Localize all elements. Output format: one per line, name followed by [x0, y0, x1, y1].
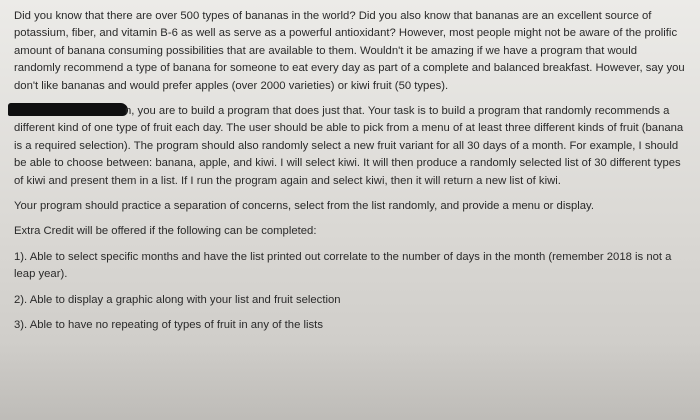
intro-paragraph: Did you know that there are over 500 types of bananas in the world? Did you also know that bananas are an excellent source of potassium, fiber, and vitamin B-6 as well as serve as a powerful antioxidant? However, most people might not be aware of the prolific amount of banana consuming possibilities that are available to them. Wouldn't it be amazing if we have a program that would randomly recommend a type of banana for someone to eat every day as part of a complete and balanced breakfast. However, say you don't like bananas and would prefer apples (over 2000 varieties) or kiwi fruit (50 types). [14, 10, 685, 92]
redaction-mark [8, 103, 128, 116]
requirements-paragraph: Your program should practice a separation of concerns, select from the list randomly, and provide a menu or display. [14, 200, 594, 213]
extra-credit-heading: Extra Credit will be offered if the following can be completed: [14, 225, 317, 238]
extra-credit-item-3: 3). Able to have no repeating of types of fruit in any of the lists [14, 319, 323, 332]
task-paragraph [14, 103, 686, 190]
extra-credit-item-2: 2). Able to display a graphic along with your list and fruit selection [14, 293, 341, 306]
extra-credit-item-1: 1). Able to select specific months and have the list printed out correlate to the number of days in the month (remember 2018 is not a leap year). [14, 250, 672, 281]
task-paragraph-text: n, you are to build a program that does just that. Your task is to build a program that randomly recommends a different kind of one type of fruit each day. The user should be able to pick from a menu of at least three different kinds of fruit (banana is a required selection). The program should also randomly select a new fruit variant for all 30 days of a month. For example, I should be able to choose between: banana, apple, and kiwi. I will select kiwi. It will then produce a randomly selected list of 30 different types of kiwi and present them in a list. If I run the program again and select kiwi, then it will return a new list of kiwi. [14, 105, 684, 187]
